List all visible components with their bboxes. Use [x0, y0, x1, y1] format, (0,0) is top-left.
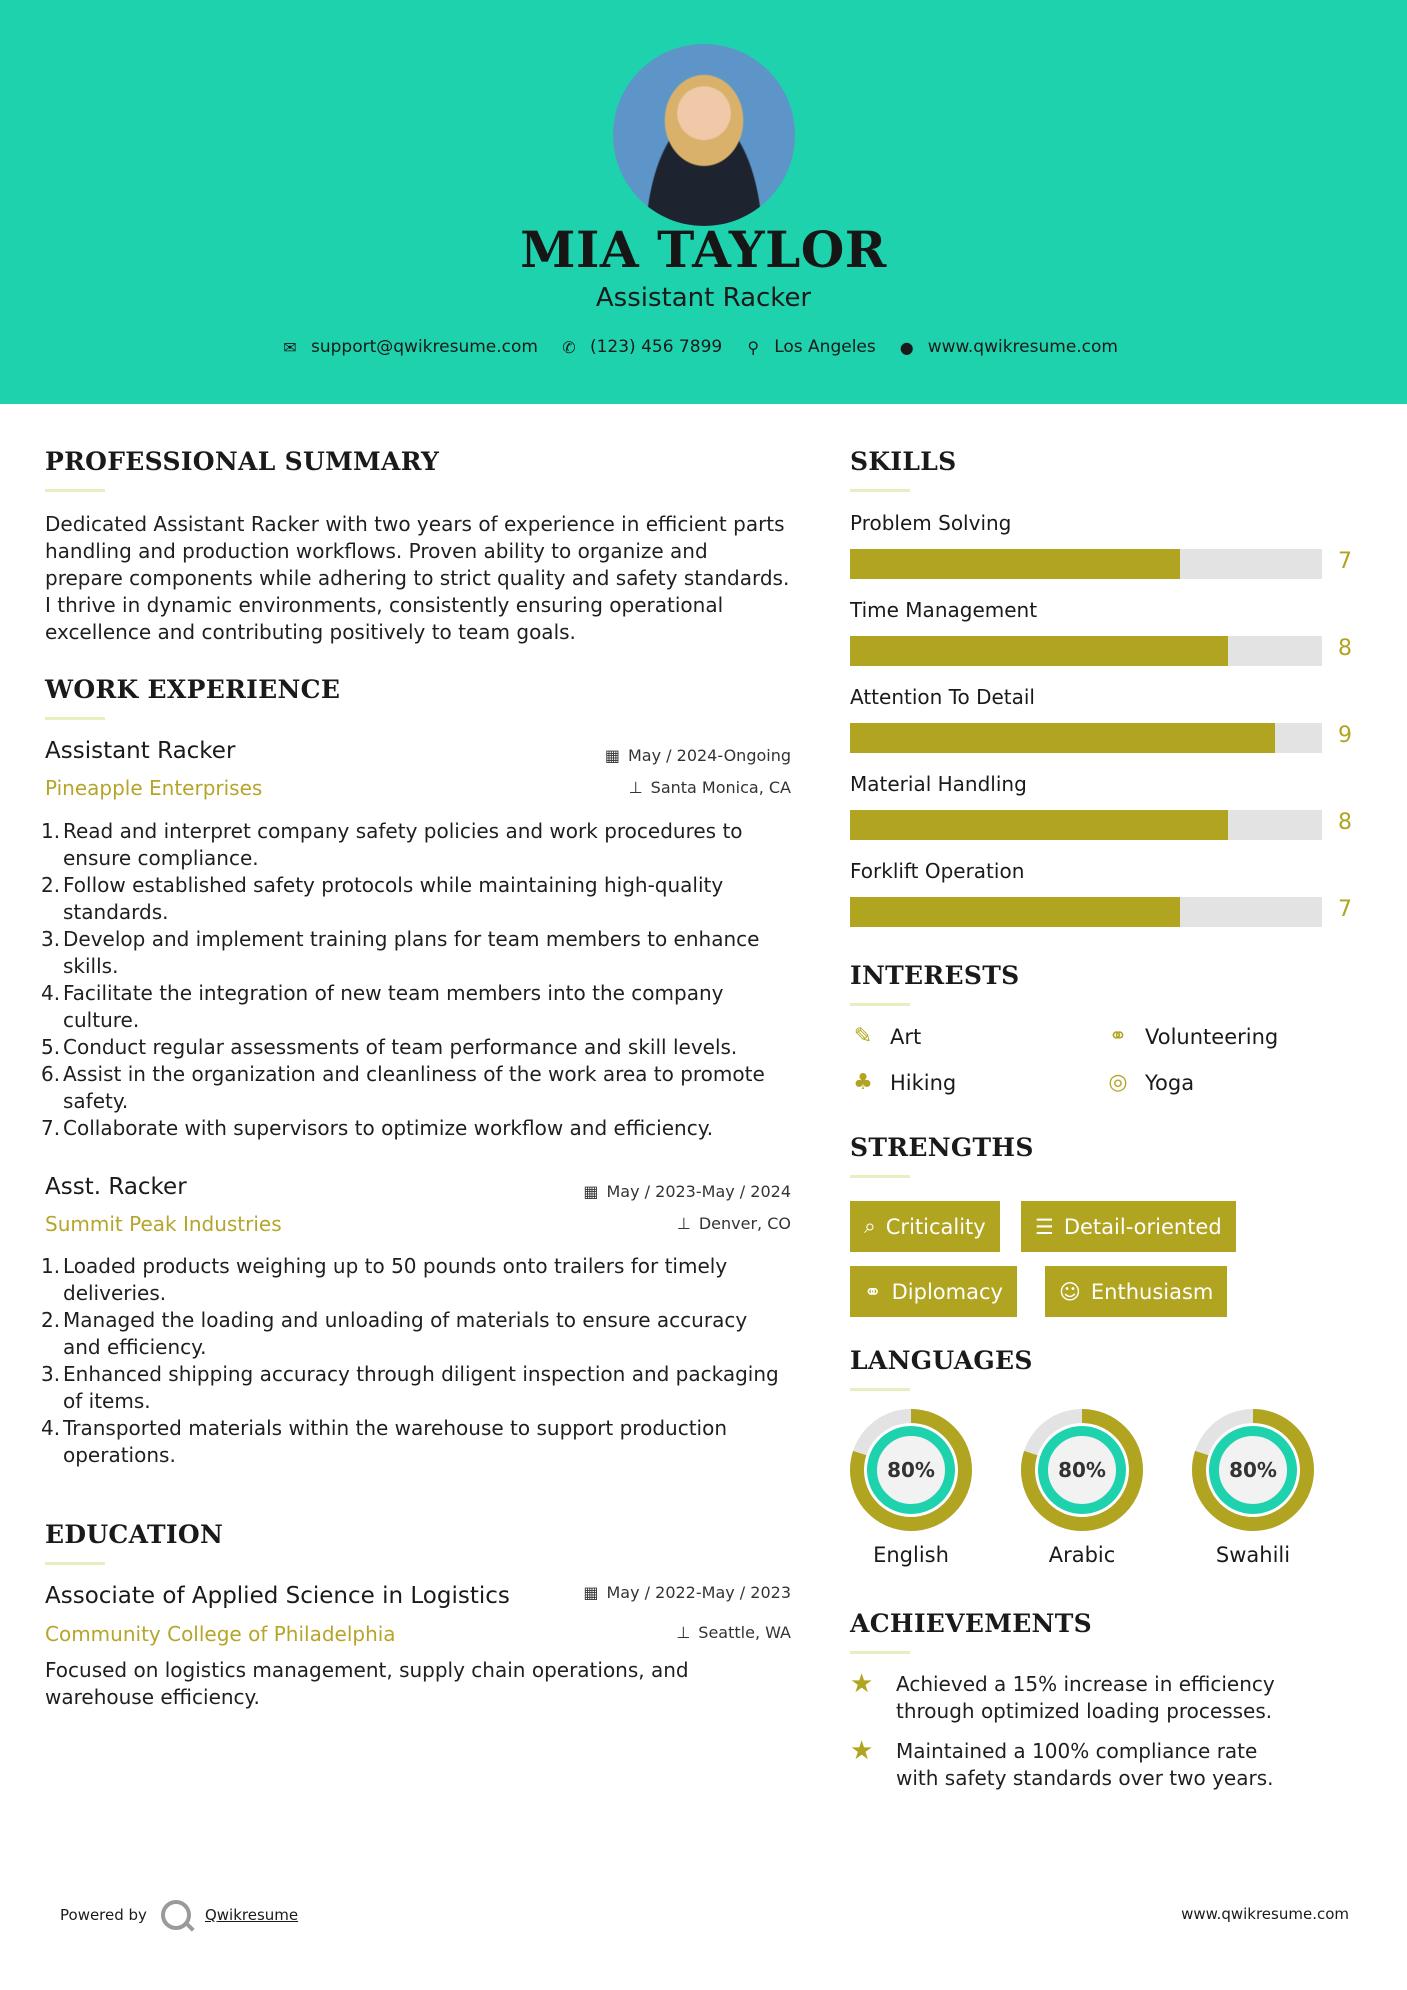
strength-label: Criticality [885, 1214, 986, 1239]
education-location [676, 1623, 791, 1642]
pin-icon: ⊥ [676, 1214, 691, 1233]
education-heading: EDUCATION [45, 1520, 224, 1549]
star-icon: ★ [850, 1736, 874, 1766]
experience-underline [45, 717, 105, 720]
tree-icon: ♣ [853, 1070, 873, 1095]
language-name: Arabic [1048, 1543, 1116, 1567]
interest-label: Yoga [1145, 1070, 1195, 1095]
experience-heading: WORK EXPERIENCE [45, 675, 341, 704]
skill-value: 7 [1338, 897, 1352, 922]
skill-bar [850, 723, 1322, 753]
list-item: 6. Assist in the organization and cleanliness of the work area to promote safety. [41, 1062, 765, 1113]
footer-powered-by [60, 1900, 298, 1930]
education-location-text: Seattle, WA [698, 1623, 791, 1642]
summary-underline [45, 489, 105, 492]
skill-name: Time Management [850, 598, 1038, 622]
list-item: 5. Conduct regular assessments of team performance and skill levels. [41, 1035, 738, 1059]
brand-link[interactable]: Qwikresume [204, 1906, 299, 1924]
powered-by-text: Powered by [60, 1906, 147, 1924]
achievement-text: Achieved a 15% increase in efficiency through optimized loading processes. [896, 1672, 1275, 1723]
job-location-2 [677, 1214, 791, 1233]
skill-name: Attention To Detail [850, 685, 1035, 709]
skill-value: 8 [1338, 636, 1352, 661]
company-1: Pineapple Enterprises [45, 776, 263, 800]
list-item: 3. Develop and implement training plans for team members to enhance skills. [41, 927, 760, 978]
contact-email[interactable] [281, 337, 538, 357]
education-underline [45, 1562, 105, 1565]
degree-title: Associate of Applied Science in Logistics [45, 1583, 510, 1609]
list-item: 4. Facilitate the integration of new team members into the company culture. [41, 981, 724, 1032]
skill-bar-fill [850, 897, 1180, 927]
language-name: Swahili [1215, 1543, 1291, 1567]
candidate-name: MIA TAYLOR [520, 220, 887, 279]
languages-heading: LANGUAGES [850, 1346, 1033, 1375]
phone-text: (123) 456 7899 [589, 337, 723, 357]
footer-url[interactable]: www.qwikresume.com [1181, 1905, 1349, 1923]
candidate-title: Assistant Racker [595, 283, 812, 313]
strength-tag-detail-oriented [1021, 1201, 1236, 1252]
contact-bar [0, 337, 1407, 357]
skill-value: 7 [1338, 549, 1352, 574]
skill-value: 8 [1338, 810, 1352, 835]
contact-phone [560, 337, 722, 357]
education-dates [583, 1583, 791, 1602]
interest-volunteering [1105, 1024, 1278, 1049]
paintbrush-icon: ✎ [853, 1024, 873, 1049]
skill-bar-fill [850, 723, 1275, 753]
achievement-item [850, 1671, 1300, 1725]
company-2: Summit Peak Industries [45, 1212, 282, 1236]
summary-text: Dedicated Assistant Racker with two years of experience in efficient parts handling and production workflows. Proven ability to organize and prepare components while adhering to strict quality and safety standards. I thrive in dynamic environments, consistently ensuring operational excellence and contributing positively to team goals. [45, 512, 790, 644]
list-item: 4. Transported materials within the warehouse to support production operations. [41, 1416, 728, 1467]
skill-name: Problem Solving [850, 511, 1012, 535]
job-location-text: Denver, CO [698, 1214, 791, 1233]
handshake-icon: ⚭ [1108, 1024, 1128, 1049]
interest-label: Volunteering [1145, 1024, 1279, 1049]
qwikresume-logo-icon [161, 1900, 191, 1930]
interests-heading: INTERESTS [850, 961, 1020, 990]
skill-bar [850, 897, 1322, 927]
achievement-item [850, 1738, 1300, 1792]
education-dates-text: May / 2022-May / 2023 [606, 1583, 791, 1602]
school-name: Community College of Philadelphia [45, 1622, 396, 1646]
handshake-icon: ⚭ [864, 1279, 882, 1304]
language-ring [1192, 1409, 1314, 1531]
strength-label: Enthusiasm [1090, 1279, 1214, 1304]
list-item: 2. Managed the loading and unloading of materials to ensure accuracy and efficiency. [41, 1308, 748, 1359]
skills-heading: SKILLS [850, 447, 957, 476]
skill-bar-fill [850, 549, 1180, 579]
skills-underline [850, 489, 910, 492]
strength-tag-diplomacy [850, 1266, 1017, 1317]
skill-bar [850, 549, 1322, 579]
email-text[interactable]: support@qwikresume.com [311, 337, 538, 357]
list-item: 1. Loaded products weighing up to 50 pounds onto trailers for timely deliveries. [41, 1254, 728, 1305]
skill-name: Forklift Operation [850, 859, 1025, 883]
list-item: 2. Follow established safety protocols while maintaining high-quality standards. [41, 873, 724, 924]
strength-tag-criticality [850, 1201, 1000, 1252]
job-location-1 [629, 778, 791, 797]
contact-website[interactable] [898, 337, 1118, 357]
envelope-icon: ✉ [283, 337, 297, 357]
search-icon: ⌕ [864, 1214, 876, 1238]
education-text: Focused on logistics management, supply chain operations, and warehouse efficiency. [45, 1658, 689, 1709]
map-pin-icon: ⚲ [747, 337, 760, 357]
calendar-icon: ▦ [604, 746, 620, 765]
language-ring [850, 1409, 972, 1531]
language-percent: 80% [887, 1458, 935, 1482]
job-title-2: Asst. Racker [45, 1174, 187, 1200]
language-name: English [873, 1543, 949, 1567]
job-dates-2 [583, 1182, 791, 1201]
job-dates-text: May / 2024-Ongoing [628, 746, 791, 765]
skill-bar [850, 810, 1322, 840]
list-item: 7. Collaborate with supervisors to optimize workflow and efficiency. [41, 1116, 714, 1140]
skill-bar-fill [850, 636, 1228, 666]
list-item: 1. Read and interpret company safety policies and work procedures to ensure compliance. [41, 819, 743, 870]
list-icon: ☰ [1035, 1214, 1054, 1239]
job-title-1: Assistant Racker [45, 738, 236, 764]
languages-underline [850, 1388, 910, 1391]
phone-icon: ✆ [562, 337, 576, 357]
achievement-text: Maintained a 100% compliance rate with safety standards over two years. [896, 1739, 1274, 1790]
pin-icon: ⊥ [676, 1623, 691, 1642]
strength-label: Detail-oriented [1063, 1214, 1222, 1239]
job-location-text: Santa Monica, CA [650, 778, 791, 797]
list-item: 3. Enhanced shipping accuracy through diligent inspection and packaging of items. [41, 1362, 779, 1413]
job-duties-1 [41, 818, 785, 1142]
pin-icon: ⊥ [628, 778, 643, 797]
calendar-icon: ▦ [583, 1182, 599, 1201]
lifering-icon: ◎ [1108, 1070, 1128, 1095]
interest-label: Hiking [890, 1070, 957, 1095]
location-text: Los Angeles [774, 337, 876, 357]
language-percent: 80% [1229, 1458, 1277, 1482]
skill-bar [850, 636, 1322, 666]
job-duties-2 [41, 1253, 785, 1469]
globe-icon: ● [899, 337, 914, 357]
interest-hiking [850, 1070, 956, 1095]
achievements-underline [850, 1651, 910, 1654]
contact-location [744, 337, 876, 357]
language-percent: 80% [1058, 1458, 1106, 1482]
star-icon: ★ [850, 1669, 874, 1699]
interest-yoga [1105, 1070, 1194, 1095]
achievements-heading: ACHIEVEMENTS [850, 1609, 1092, 1638]
job-dates-text: May / 2023-May / 2024 [606, 1182, 791, 1201]
skill-value: 9 [1338, 723, 1352, 748]
smile-icon: ☺ [1059, 1279, 1081, 1304]
interest-art [850, 1024, 921, 1049]
interest-label: Art [890, 1024, 922, 1049]
profile-photo [613, 44, 795, 226]
header-banner [0, 0, 1407, 404]
skill-name: Material Handling [850, 772, 1027, 796]
language-ring [1021, 1409, 1143, 1531]
summary-heading: PROFESSIONAL SUMMARY [45, 447, 440, 476]
strengths-heading: STRENGTHS [850, 1133, 1034, 1162]
strength-tag-enthusiasm [1045, 1266, 1227, 1317]
strength-label: Diplomacy [891, 1279, 1003, 1304]
calendar-icon: ▦ [583, 1583, 599, 1602]
skill-bar-fill [850, 810, 1228, 840]
job-dates-1 [605, 746, 791, 765]
interests-underline [850, 1003, 910, 1006]
website-text[interactable]: www.qwikresume.com [927, 337, 1118, 357]
strengths-underline [850, 1175, 910, 1178]
